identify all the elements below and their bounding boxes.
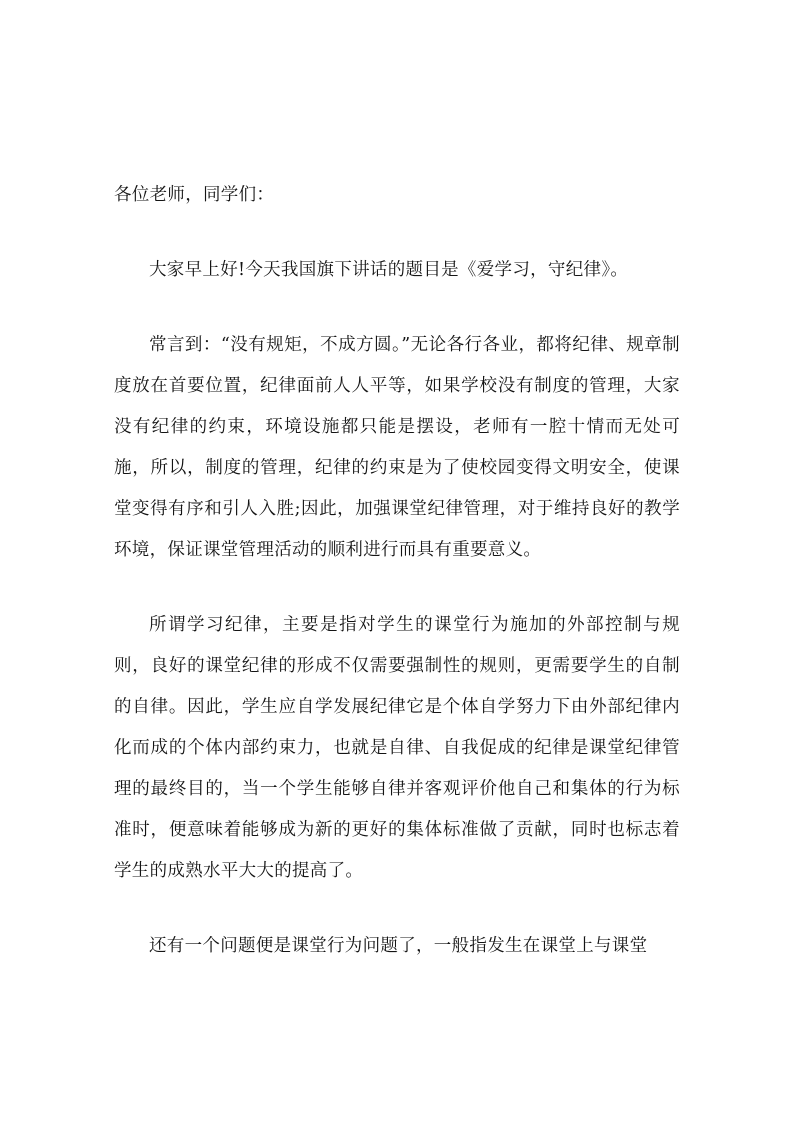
paragraph-salutation: 各位老师，同学们： xyxy=(114,185,275,205)
paragraph-greeting: 大家早上好!今天我国旗下讲话的题目是《爱学习，守纪律》。 xyxy=(149,260,629,280)
document-body xyxy=(114,175,680,967)
paragraph-classroom-behavior: 还有一个问题便是课堂行为问题了，一般指发生在课堂上与课堂 xyxy=(149,936,648,956)
paragraph-study-discipline: 所谓学习纪律，主要是指对学生的课堂行为施加的外部控制与规则，良好的课堂纪律的形成不仅需要强制性的规则，更需要学生的自制的自律。因此，学生应自学发展纪律它是个体自学努力下由外部纪律内化而成的个体内部约束力，也就是自律、自我促成的纪律是课堂纪律管理的最终目的，当一个学生能够自律并客观评价他自己和集体的行为标准时，便意味着能够成为新的更好的集体标准做了贡献，同时也标志着学生的成熟水平大大的提高了。 xyxy=(114,615,680,881)
paragraph-discipline-rules: 常言到：“没有规矩，不成方圆。”无论各行各业，都将纪律、规章制度放在首要位置，纪律面前人人平等，如果学校没有制度的管理，大家没有纪律的约束，环境设施都只能是摆设，老师有一腔十情而无处可施，所以，制度的管理，纪律的约束是为了使校园变得文明安全，使课堂变得有序和引人入胜;因此，加强课堂纪律管理，对于维持良好的教学环境，保证课堂管理活动的顺利进行而具有重要意义。 xyxy=(114,335,680,560)
